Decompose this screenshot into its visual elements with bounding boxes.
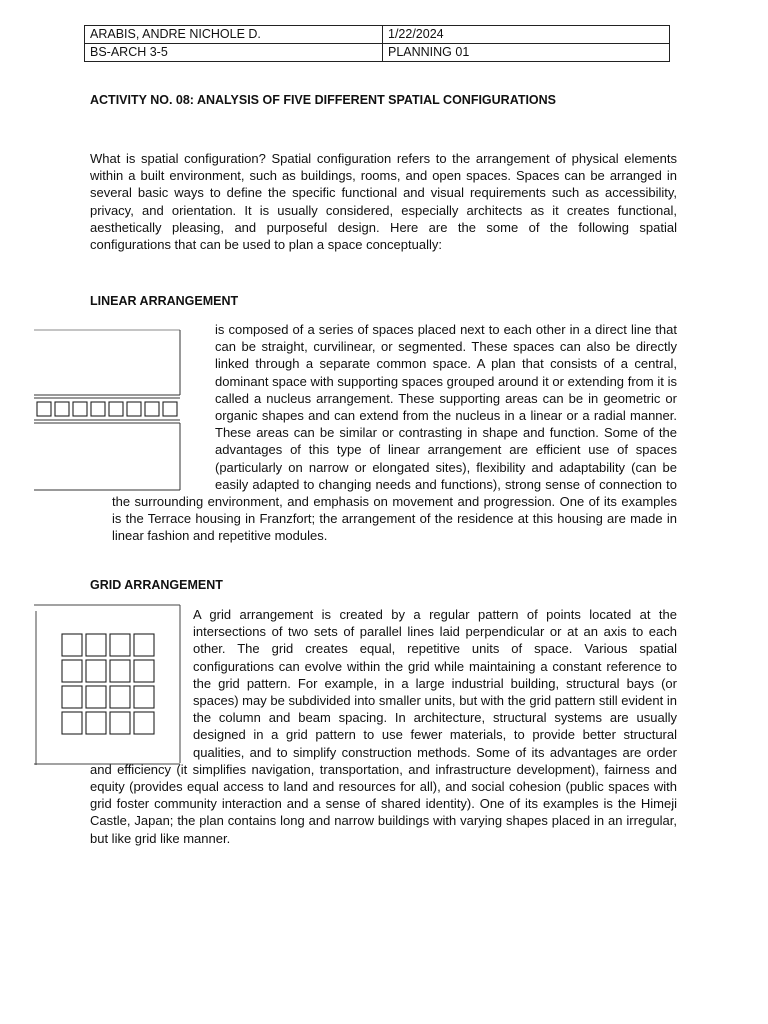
grid-cell bbox=[62, 660, 82, 682]
linear-arrangement-text: is composed of a series of spaces placed next to each other in a direct line that can be straight, curvilinear, or segmented. These spaces can also be directly linked through a separate common space. A plan that consists of a central, dominant space with supporting spaces grouped around it or extending from it is called a nucleus arrangement. These supporting areas can be in geometric or organic shapes and can extend from the nucleus in a linear or a radial manner. These areas can be similar or contrasting in shape and function. Some of the advantages of this type of linear arrangement are efficient use of spaces (particularly on narrow or elongated sites), flexibility and adaptability (can be easily adapted to changing needs and functions), strong sense of connection to the surrounding environment, and emphasis on movement and progression. One of its examples is the Terrace housing in Franzfort; the arrangement of the residence at this housing are made in linear fashion and repetitive modules. bbox=[112, 322, 677, 544]
linear-cell bbox=[73, 402, 87, 416]
course-code: PLANNING 01 bbox=[383, 44, 670, 62]
activity-title: ACTIVITY NO. 08: ANALYSIS OF FIVE DIFFERENT SPATIAL CONFIGURATIONS bbox=[90, 93, 557, 107]
figure-spacer bbox=[112, 321, 215, 492]
grid-arrangement-body bbox=[90, 606, 677, 847]
grid-cell bbox=[62, 712, 82, 734]
grid-cell bbox=[62, 686, 82, 708]
intro-paragraph: What is spatial configuration? Spatial configuration refers to the arrangement of physical elements within a built environment, such as buildings, rooms, and open spaces. Spaces can be arranged in several basic ways to define the specific functional and visual requirements such as accessibility, privacy, and orientation. It is usually considered, especially architects as it creates functional, aesthetically pleasing, and purposeful design. Here are the some of the following spatial configurations that can be used to plan a space conceptually: bbox=[90, 151, 677, 253]
grid-arrangement-text: A grid arrangement is created by a regular pattern of points located at the intersections of two sets of parallel lines laid perpendicular or at an axis to each other. The grid creates equal, repetitive units of space. Various spatial configurations can evolve within the grid while maintaining a constant reference to the grid pattern. For example, in a large industrial building, structural bays (or spaces) may be subdivided into smaller units, but with the grid pattern still evident in the column and beam spacing. In architecture, structural systems are usually designed in a grid pattern to use fewer materials, to provide better structural qualities, and to simplify construction methods. Some of its advantages are order and efficiency (it simplifies navigation, transportation, and infrastructure development), fairness and equity (provides equal access to land and resources for all), and social cohesion (public spaces with grid foster community interaction and a sense of shared identity). One of its examples is the Himeji Castle, Japan; the plan contains long and narrow buildings with varying shapes placed in an irregular, but like grid like manner. bbox=[90, 607, 677, 846]
submission-date: 1/22/2024 bbox=[383, 26, 670, 44]
linear-cell bbox=[55, 402, 69, 416]
student-name: ARABIS, ANDRE NICHOLE D. bbox=[85, 26, 383, 44]
grid-arrangement-heading: GRID ARRANGEMENT bbox=[90, 578, 223, 592]
header-row bbox=[85, 44, 670, 62]
linear-cell bbox=[91, 402, 105, 416]
linear-cell bbox=[37, 402, 51, 416]
linear-arrangement-heading: LINEAR ARRANGEMENT bbox=[90, 294, 239, 308]
header-table bbox=[84, 25, 670, 62]
linear-arrangement-body bbox=[112, 321, 677, 545]
figure-spacer bbox=[90, 606, 193, 759]
grid-cell bbox=[62, 634, 82, 656]
header-row bbox=[85, 26, 670, 44]
student-section: BS-ARCH 3-5 bbox=[85, 44, 383, 62]
